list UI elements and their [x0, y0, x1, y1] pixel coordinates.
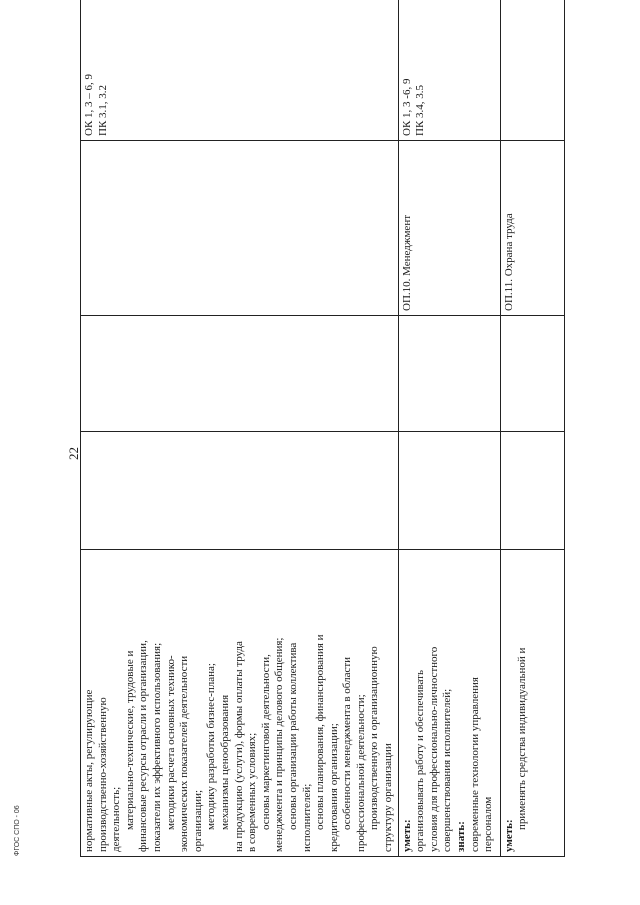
requirement-line: материально-технические, трудовые и	[123, 650, 136, 830]
requirement-line: деятельность;	[110, 786, 123, 852]
requirement-line: организации;	[191, 789, 204, 852]
section-heading: уметь:	[502, 819, 515, 852]
requirement-line: основы планирования, финансирования и	[314, 634, 327, 830]
requirements-cell	[398, 550, 500, 857]
requirement-line: производственно-хозяйственную	[96, 697, 109, 852]
requirement-line: персоналом	[482, 796, 495, 852]
requirement-line: на продукцию (услуги), формы оплаты труда	[232, 641, 245, 852]
requirements-cell	[81, 550, 399, 857]
codes-line: ОК 1, 3 -6, 9	[400, 78, 413, 136]
discipline-cell	[81, 141, 399, 316]
requirement-line: применять средства индивидуальной и	[516, 647, 529, 830]
requirement-line: менеджмента и принципы делового общения;	[273, 637, 286, 852]
requirement-line: структуру организации	[382, 743, 395, 852]
codes-line: ПК 3.1, 3.2	[96, 84, 109, 136]
requirement-line: производственную и организационную	[368, 646, 381, 830]
empty-cell	[500, 432, 564, 550]
codes-line: ПК 3.4, 3.5	[414, 84, 427, 136]
requirement-line: совершенствования исполнителей;	[441, 688, 454, 852]
requirement-line: финансовые ресурсы отрасли и организации,	[137, 640, 150, 852]
requirement-line: в современных условиях;	[246, 732, 259, 852]
requirement-line: показатели их эффективного использования;	[150, 642, 163, 852]
requirement-line: методику разработки бизнес-плана;	[205, 663, 218, 830]
competency-codes-cell	[398, 0, 500, 141]
codes-line: ОК 1, 3 – 6, 9	[83, 73, 95, 136]
requirement-line: современные технологии управления	[468, 677, 481, 852]
requirement-line: организовывать работу и обеспечивать	[414, 669, 427, 852]
competency-codes-cell	[81, 0, 399, 141]
page-number: 22	[66, 447, 81, 460]
requirement-line: основы маркетинговой деятельности,	[259, 654, 272, 830]
empty-cell	[81, 316, 399, 432]
table-row	[500, 0, 564, 857]
discipline-cell: ОП.11. Охрана труда	[500, 141, 564, 316]
empty-cell	[398, 432, 500, 550]
table-row	[398, 0, 500, 857]
requirement-line: механизмы ценообразования	[218, 694, 231, 830]
requirement-line: методики расчета основных технико-	[164, 655, 177, 830]
requirement-line: основы организации работы коллектива	[286, 642, 299, 830]
requirement-line: экономических показателей деятельности	[178, 655, 191, 852]
competency-table	[80, 41, 552, 857]
requirement-line: кредитования организации;	[327, 723, 340, 852]
table-row	[81, 0, 399, 857]
requirements-cell	[500, 550, 564, 857]
requirement-line: нормативные акты, регулирующие	[83, 689, 95, 852]
requirement-line: условия для профессионально-личностного	[427, 646, 440, 852]
requirement-line: особенности менеджмента в области	[341, 656, 354, 830]
empty-cell	[81, 432, 399, 550]
empty-cell	[398, 316, 500, 432]
requirement-line: профессиональной деятельности;	[354, 694, 367, 852]
competency-codes-cell	[500, 0, 564, 141]
section-heading: уметь:	[400, 819, 413, 852]
empty-cell	[500, 316, 564, 432]
section-heading: знать:	[455, 821, 468, 852]
discipline-cell: ОП.10. Менеджмент	[398, 141, 500, 316]
requirement-line: исполнителей;	[300, 783, 313, 852]
footer-stamp: ФГОС СПО - 06	[14, 805, 21, 856]
